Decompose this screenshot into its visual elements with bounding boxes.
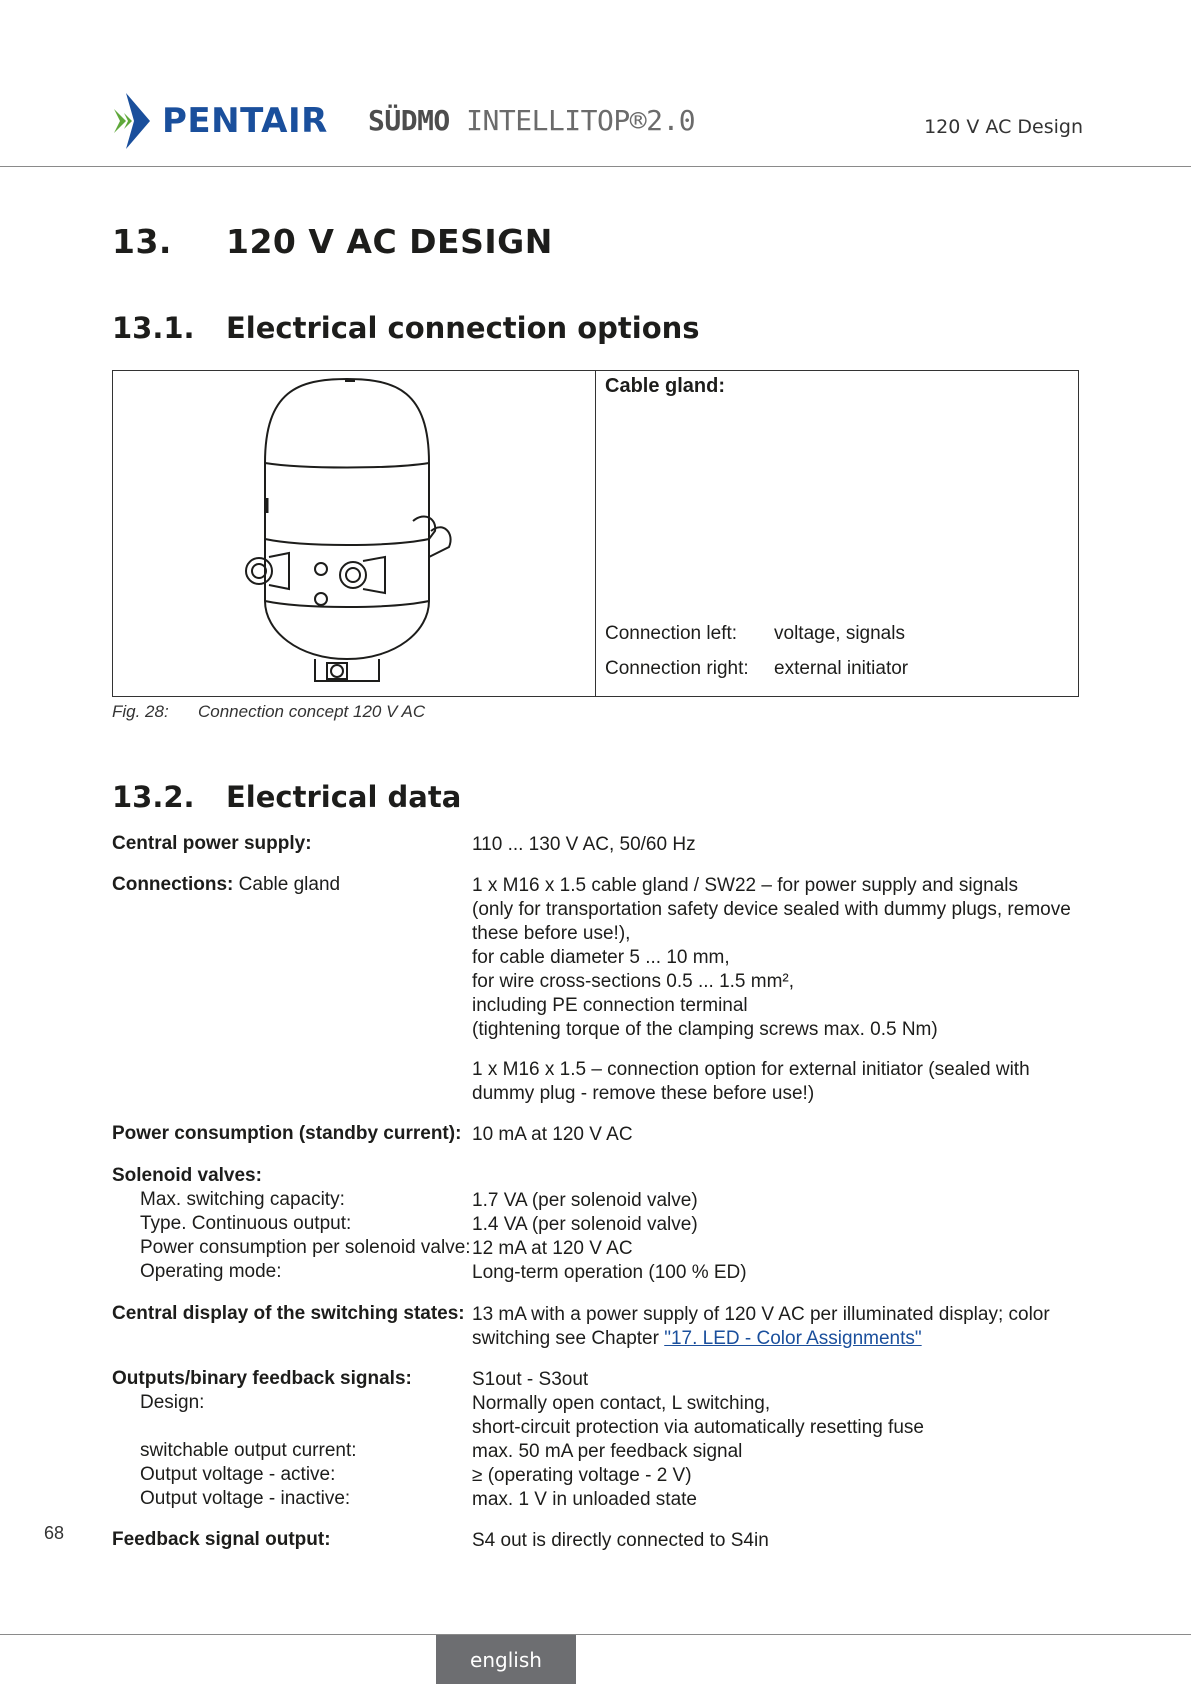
section-number: 13.1.	[112, 311, 195, 345]
outputs-value: S1out - S3out	[472, 1369, 589, 1390]
feedback-value: S4 out is directly connected to S4in	[472, 1530, 769, 1551]
solenoid-row-label: Type. Continuous output:	[140, 1213, 352, 1234]
outputs-design-value: Normally open contact, L switching, short-circuit protection via automatically resetting fuse	[472, 1393, 924, 1438]
connection-right-row: Connection right: external initiator	[605, 658, 909, 679]
connection-left-row: Connection left: voltage, signals	[605, 623, 905, 644]
standby-value: 10 mA at 120 V AC	[472, 1124, 633, 1145]
pentair-emblem-icon	[110, 93, 154, 149]
solenoid-row-value: 12 mA at 120 V AC	[472, 1238, 633, 1259]
standby-label: Power consumption (standby current):	[112, 1123, 462, 1144]
power-supply-value: 110 ... 130 V AC, 50/60 Hz	[472, 834, 696, 855]
connections-label: Connections: Cable gland	[112, 874, 341, 895]
intellitop-device-drawing	[113, 371, 595, 696]
outputs-design-label: Design:	[140, 1392, 205, 1413]
cable-gland-heading: Cable gland:	[605, 375, 726, 397]
solenoid-row-label: Max. switching capacity:	[140, 1189, 345, 1210]
outputs-row-value: max. 50 mA per feedback signal	[472, 1441, 743, 1462]
outputs-label: Outputs/binary feedback signals:	[112, 1368, 412, 1389]
led-chapter-link[interactable]: "17. LED - Color Assignments"	[664, 1328, 922, 1349]
section-title: Electrical connection options	[226, 311, 700, 345]
outputs-row-label: switchable output current:	[140, 1440, 357, 1461]
chapter-title: 120 V AC DESIGN	[226, 222, 553, 261]
outputs-row-value: max. 1 V in unloaded state	[472, 1489, 697, 1510]
section-number: 13.2.	[112, 780, 195, 814]
connections-value: 1 x M16 x 1.5 cable gland / SW22 – for power supply and signals (only for transportation safety device sealed with dummy plugs, remove these before use!), for cable diameter 5 ... 10 mm, for wire cross-sections 0.5 ... 1.5 mm², including PE connection terminal (tightening torque of the clamping screws max. 0.5 Nm)	[472, 875, 1071, 1040]
solenoid-row-label: Operating mode:	[140, 1261, 282, 1282]
feedback-label: Feedback signal output:	[112, 1529, 331, 1550]
outputs-row-label: Output voltage - inactive:	[140, 1488, 351, 1509]
section-title: Electrical data	[226, 780, 462, 814]
page-number: 68	[44, 1523, 65, 1543]
solenoid-row-value: 1.4 VA (per solenoid valve)	[472, 1214, 698, 1235]
language-tab[interactable]: english	[436, 1635, 576, 1684]
solenoid-row-value: Long-term operation (100 % ED)	[472, 1262, 747, 1283]
solenoid-row-label: Power consumption per solenoid valve:	[140, 1237, 471, 1258]
device-illustration-cell	[113, 371, 596, 696]
display-label: Central display of the switching states:	[112, 1303, 465, 1324]
chapter-number: 13.	[112, 222, 172, 261]
pentair-logo	[110, 92, 337, 150]
figure-caption: Fig. 28: Connection concept 120 V AC	[112, 702, 426, 721]
connections-value-2: 1 x M16 x 1.5 – connection option for external initiator (sealed with dummy plug - remove these before use!)	[472, 1059, 1030, 1104]
solenoid-label: Solenoid valves:	[112, 1165, 262, 1186]
connection-figure-table	[112, 370, 1079, 697]
power-supply-label: Central power supply:	[112, 833, 312, 854]
footer-divider	[0, 1634, 1191, 1635]
brand-name: PENTAIR	[162, 101, 328, 141]
running-header-title: 120 V AC Design	[924, 116, 1083, 138]
outputs-row-label: Output voltage - active:	[140, 1464, 336, 1485]
header-divider	[0, 166, 1191, 167]
outputs-row-value: ≥ (operating voltage - 2 V)	[472, 1465, 692, 1486]
cable-gland-cell	[596, 371, 1078, 696]
product-name: SÜDMO INTELLITOP®2.0	[368, 104, 696, 137]
solenoid-row-value: 1.7 VA (per solenoid valve)	[472, 1190, 698, 1211]
display-value: 13 mA with a power supply of 120 V AC per illuminated display; color switching see Chapter "17. LED - Color Assignments"	[472, 1304, 1050, 1349]
